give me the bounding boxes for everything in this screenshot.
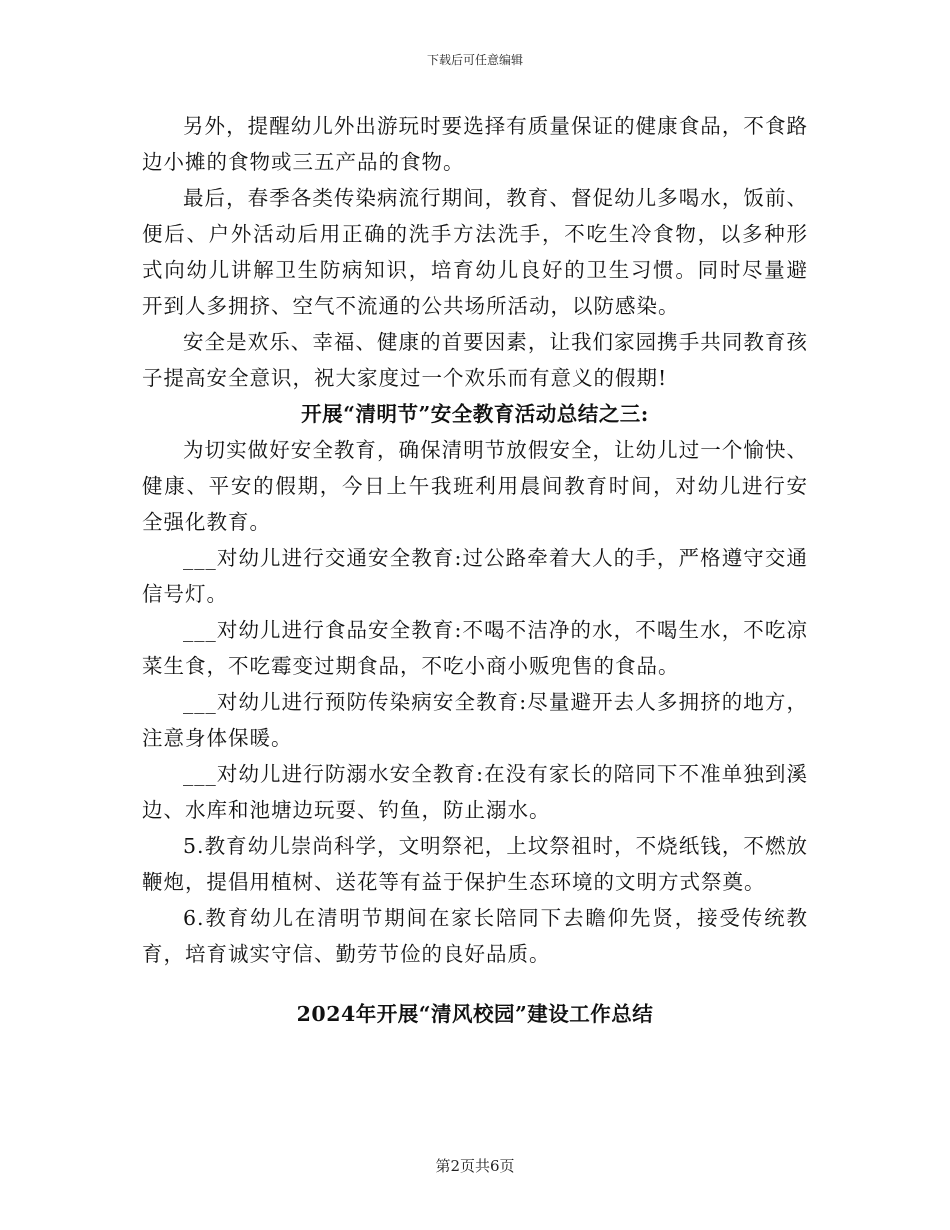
section-title-summary-three: 开展“清明节”安全教育活动总结之三: [301,402,649,426]
paragraph-intro: 为切实做好安全教育，确保清明节放假安全，让幼儿过一个愉快、健康、平安的假期，今日上午我班利用晨间教育时间，对幼儿进行安全强化教育。 [142,438,808,534]
page-number: 第2页共6页 [435,1157,515,1175]
document-body [142,108,808,1032]
paragraph-drowning-safety: ___对幼儿进行防溺水安全教育:在没有家长的陪同下不准单独到溪边、水库和池塘边玩耍、钓鱼，防止溺水。 [142,762,808,822]
paragraph-disease-prevention: 最后，春季各类传染病流行期间，教育、督促幼儿多喝水，饭前、便后、户外活动后用正确的洗手方法洗手，不吃生冷食物，以多种形式向幼儿讲解卫生防病知识，培育幼儿良好的卫生习惯。同时尽量避开到人多拥挤、空气不流通的公共场所活动，以防感染。 [142,186,808,318]
paragraph-infection-safety: ___对幼儿进行预防传染病安全教育:尽量避开去人多拥挤的地方，注意身体保暖。 [142,690,808,750]
paragraph-civilized-rites: 5.教育幼儿崇尚科学，文明祭祀，上坟祭祖时，不烧纸钱，不燃放鞭炮，提倡用植树、送花等有益于保护生态环境的文明方式祭奠。 [142,834,808,894]
paragraph-food-safety: ___对幼儿进行食品安全教育:不喝不洁净的水，不喝生水，不吃凉菜生食，不吃霉变过期食品，不吃小商小贩兜售的食品。 [142,618,808,678]
spacer [142,972,808,996]
paragraph-tradition-education: 6.教育幼儿在清明节期间在家长陪同下去瞻仰先贤，接受传统教育，培育诚实守信、勤劳节俭的良好品质。 [142,906,808,966]
paragraph-traffic-safety: ___对幼儿进行交通安全教育:过公路牵着大人的手，严格遵守交通信号灯。 [142,546,808,606]
paragraph-safety-closing: 安全是欢乐、幸福、健康的首要因素，让我们家园携手共同教育孩子提高安全意识，祝大家度过一个欢乐而有意义的假期! [142,330,808,390]
page-header-note: 下载后可任意编辑 [426,53,523,67]
paragraph-outing-food: 另外，提醒幼儿外出游玩时要选择有质量保证的健康食品，不食路边小摊的食物或三五产品的食物。 [142,114,808,174]
next-document-title: 2024年开展“清风校园”建设工作总结 [296,1002,654,1026]
